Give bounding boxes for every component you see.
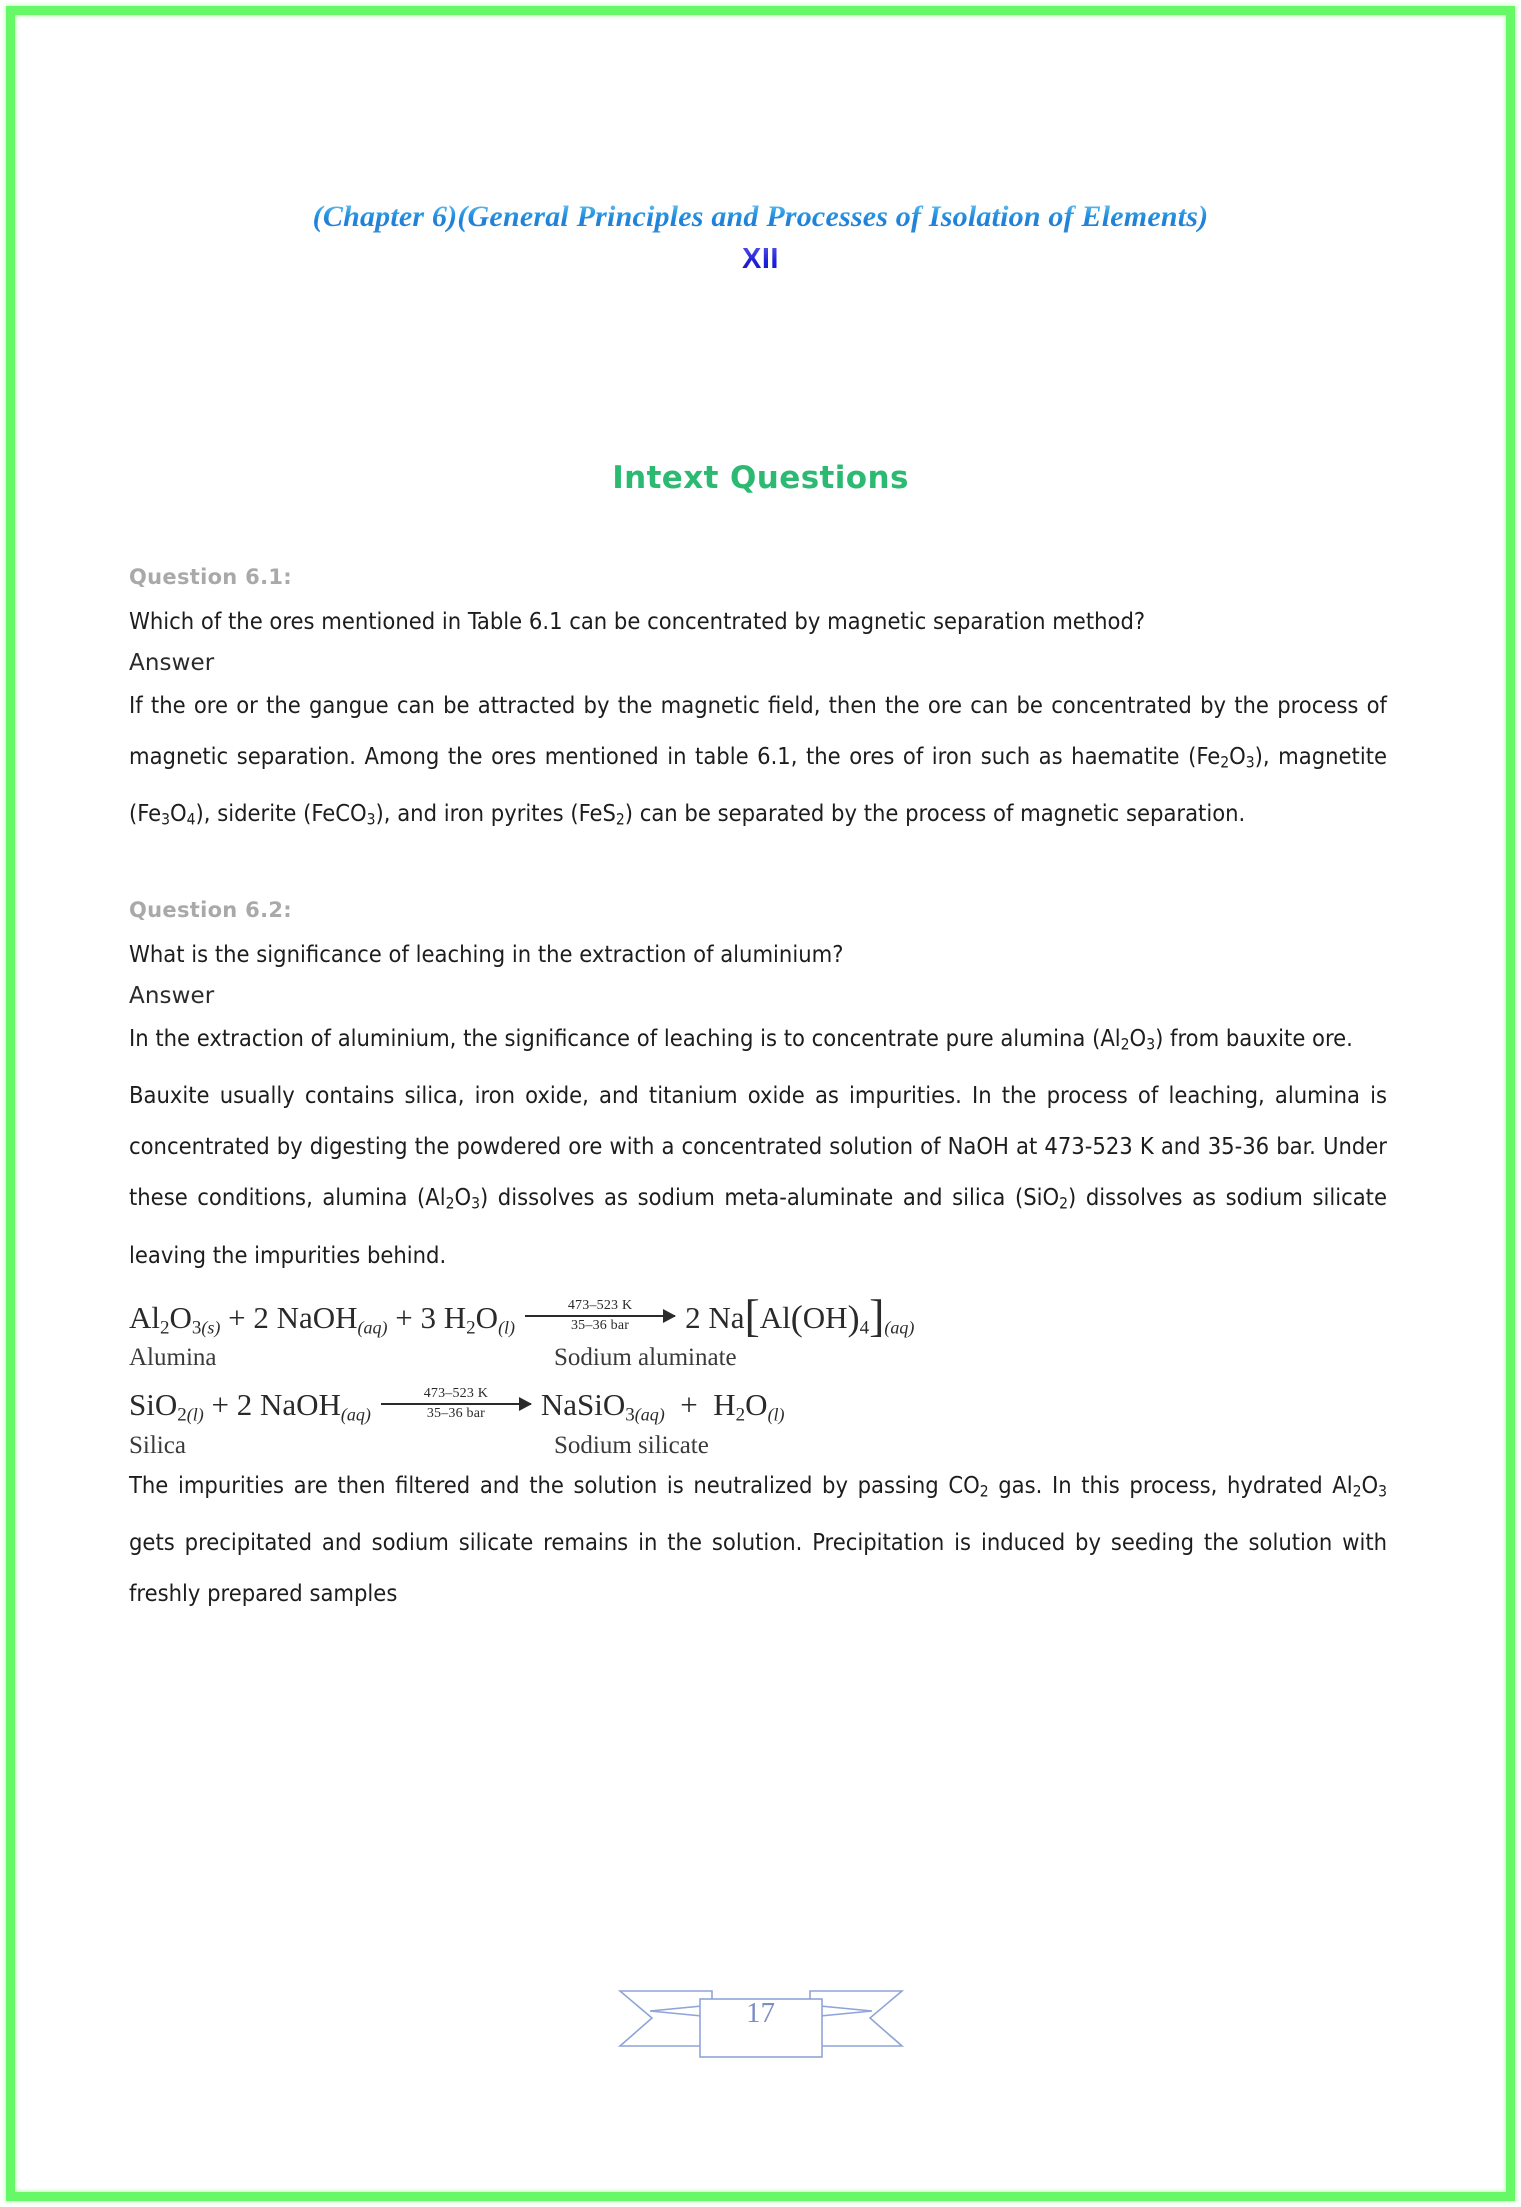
question-block-6-2 (129, 898, 1387, 1620)
equation-2 (129, 1386, 1387, 1426)
page-subtitle-class: XII (0, 243, 1521, 276)
arrow-icon (381, 1403, 531, 1405)
page-footer (0, 1955, 1521, 2060)
question-label-6-2: Question 6.2: (129, 897, 292, 922)
question-text-6-1: Which of the ores mentioned in Table 6.1 can be concentrated by magnetic separation method? (129, 607, 1146, 635)
equation-1-captions (129, 1344, 1387, 1372)
chemical-equations-figure (129, 1289, 1387, 1460)
answer-text-6-2-part-1: In the extraction of aluminium, the significance of leaching is to concentrate pure alumina $(Al_2O_3)$ from bauxite ore. (129, 1023, 1353, 1054)
question-text-6-2: What is the significance of leaching in the extraction of aluminium? (129, 939, 844, 968)
equation-2-captions (129, 1432, 1387, 1460)
question-block-6-1 (129, 565, 1387, 846)
question-label-6-1: Question 6.1: (129, 565, 292, 589)
equation-2-label-left: Silica (129, 1432, 186, 1460)
equation-2-arrow (381, 1386, 531, 1421)
equation-2-label-right: Sodium silicate (554, 1432, 709, 1460)
answer-text-6-2-part-3: The impurities are then filtered and the solution is neutralized by passing $CO_2$ gas. In this process, hydrated $Al_2O_3$ gets precipitated and sodium silicate remains in the solution. Precipitation is induced by seeding the solution with freshly prepared samples (129, 1471, 1387, 1608)
equation-2-reactants: SiO2(l) + 2 NaOH(aq) (129, 1387, 371, 1427)
answer-label-6-2: Answer (129, 982, 215, 1009)
section-spacer (129, 846, 1387, 898)
equation-1-label-right: Sodium aluminate (554, 1344, 737, 1372)
equation-2-arrow-above: 473–523 K (423, 1386, 489, 1402)
page-number: 17 (746, 1997, 775, 2029)
equation-1-arrow-above: 473–523 K (567, 1298, 633, 1314)
equation-1-products: 2 Na[Al(OH)4](aq) (685, 1289, 915, 1341)
equation-1-label-left: Alumina (129, 1344, 217, 1372)
equation-1-reactants: Al2O3(s) + 2 NaOH(aq) + 3 H2O(l) (129, 1299, 516, 1339)
equation-2-products: NaSiO3(aq) + H2O(l) (540, 1387, 785, 1427)
questions-container (129, 565, 1387, 1619)
page-title: (Chapter 6)(General Principles and Processes of Isolation of Elements) (0, 200, 1521, 234)
equation-1-arrow-below: 35–36 bar (570, 1317, 630, 1333)
answer-text-6-1: If the ore or the gangue can be attracted by the magnetic field, then the ore can be concentrated by the process of magnetic separation. Among the ores mentioned in table 6.1, the ores of iron such as haematite $(Fe_2O_3)$, magnetite $(Fe_3O_4)$, siderite (FeCO$_3$), and iron pyrites (FeS$_2$) can be separated by the process of magnetic separation. (129, 691, 1387, 829)
ribbon-banner-icon (616, 1955, 906, 2060)
equation-1 (129, 1289, 1387, 1341)
answer-label-6-1: Answer (129, 650, 215, 676)
equation-2-arrow-below: 35–36 bar (426, 1405, 485, 1421)
section-heading-intext-questions: Intext Questions (612, 460, 909, 496)
arrow-icon (525, 1315, 675, 1317)
equation-1-arrow (525, 1298, 675, 1333)
answer-text-6-2-part-2: Bauxite usually contains silica, iron oxide, and titanium oxide as impurities. In the process of leaching, alumina is concentrated by digesting the powdered ore with a concentrated solution of NaOH at 473-523 K and 35-36 bar. Under these conditions, alumina $(Al_2O_3)$ dissolves as sodium meta-aluminate and silica (SiO$_2$) dissolves as sodium silicate leaving the impurities behind. (129, 1081, 1387, 1269)
